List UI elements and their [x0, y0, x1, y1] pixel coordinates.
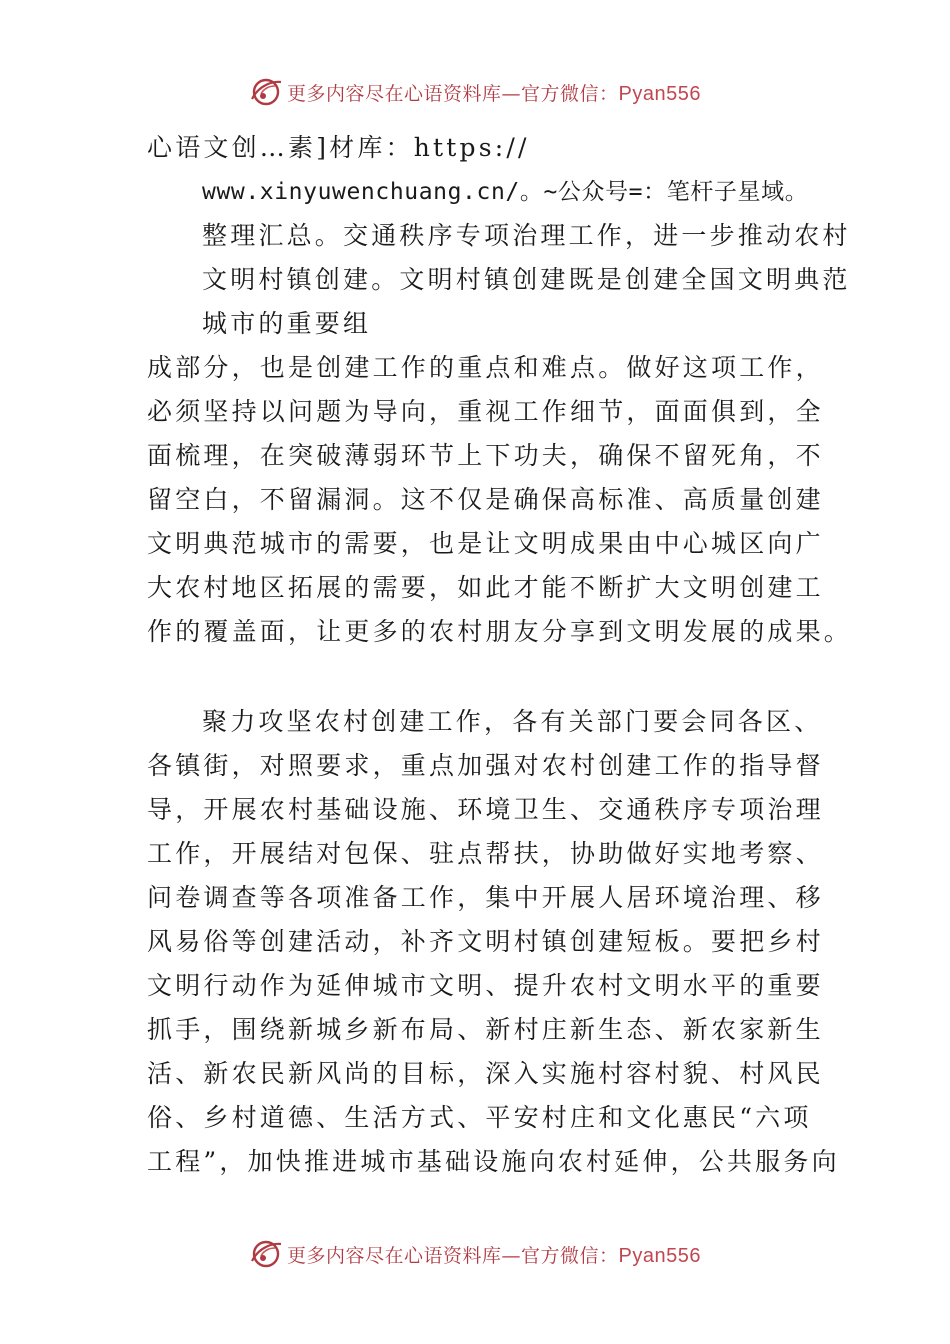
- text-line: 活、新农民新风尚的目标，深入实施村容村貌、村风民: [147, 1059, 824, 1088]
- text-line: 必须坚持以问题为导向，重视工作细节，面面俱到，全: [147, 397, 824, 426]
- text-line: 整理汇总。交通秩序专项治理工作，进一步推动农村: [202, 221, 851, 250]
- footer-banner-main: 更多内容尽在心语资料库: [287, 1244, 502, 1267]
- text-line: 文明村镇创建。文明村镇创建既是创建全国文明典范: [202, 265, 851, 294]
- text-line: 留空白，不留漏洞。这不仅是确保高标准、高质量创建: [147, 485, 824, 514]
- footer-banner: [0, 1234, 950, 1274]
- text-line: 心语文创…素]材库：https://: [147, 133, 530, 162]
- header-banner-official: 官方微信：: [521, 82, 619, 105]
- footer-banner-official: 官方微信：: [521, 1244, 619, 1267]
- text-line: www.xinyuwenchuang.cn/。~公众号=：笔杆子星域。: [202, 179, 809, 205]
- header-banner: [0, 72, 950, 112]
- text-line: 成部分，也是创建工作的重点和难点。做好这项工作，: [147, 353, 824, 382]
- text-line: 抓手，围绕新城乡新布局、新村庄新生态、新农家新生: [147, 1015, 824, 1044]
- footer-banner-text: [287, 1241, 701, 1268]
- header-banner-main: 更多内容尽在心语资料库: [287, 82, 502, 105]
- text-line: 文明行动作为延伸城市文明、提升农村文明水平的重要: [147, 971, 824, 1000]
- text-line: 城市的重要组: [202, 309, 372, 338]
- text-line: 俗、乡村道德、生活方式、平安村庄和文化惠民“六项: [147, 1103, 812, 1132]
- text-line: 问卷调查等各项准备工作，集中开展人居环境治理、移: [147, 883, 824, 912]
- logo-icon: [249, 77, 283, 107]
- text-line: 各镇街，对照要求，重点加强对农村创建工作的指导督: [147, 751, 824, 780]
- text-line: 工作，开展结对包保、驻点帮扶，协助做好实地考察、: [147, 839, 824, 868]
- text-line: 聚力攻坚农村创建工作，各有关部门要会同各区、: [202, 707, 823, 736]
- text-line: 文明典范城市的需要，也是让文明成果由中心城区向广: [147, 529, 824, 558]
- footer-banner-wechat: Pyan556: [618, 1244, 701, 1267]
- text-line: 导，开展农村基础设施、环境卫生、交通秩序专项治理: [147, 795, 824, 824]
- header-banner-wechat: Pyan556: [618, 82, 701, 105]
- header-banner-dash: —: [501, 82, 522, 105]
- text-line: 工程”，加快推进城市基础设施向农村延伸，公共服务向: [147, 1147, 840, 1176]
- text-line: 面梳理，在突破薄弱环节上下功夫，确保不留死角，不: [147, 441, 824, 470]
- text-line: 风易俗等创建活动，补齐文明村镇创建短板。要把乡村: [147, 927, 824, 956]
- logo-icon: [249, 1239, 283, 1269]
- footer-banner-dash: —: [501, 1244, 522, 1267]
- header-banner-text: [287, 79, 701, 106]
- text-line: 大农村地区拓展的需要，如此才能不断扩大文明创建工: [147, 573, 824, 602]
- text-line: 作的覆盖面，让更多的农村朋友分享到文明发展的成果。: [147, 617, 853, 646]
